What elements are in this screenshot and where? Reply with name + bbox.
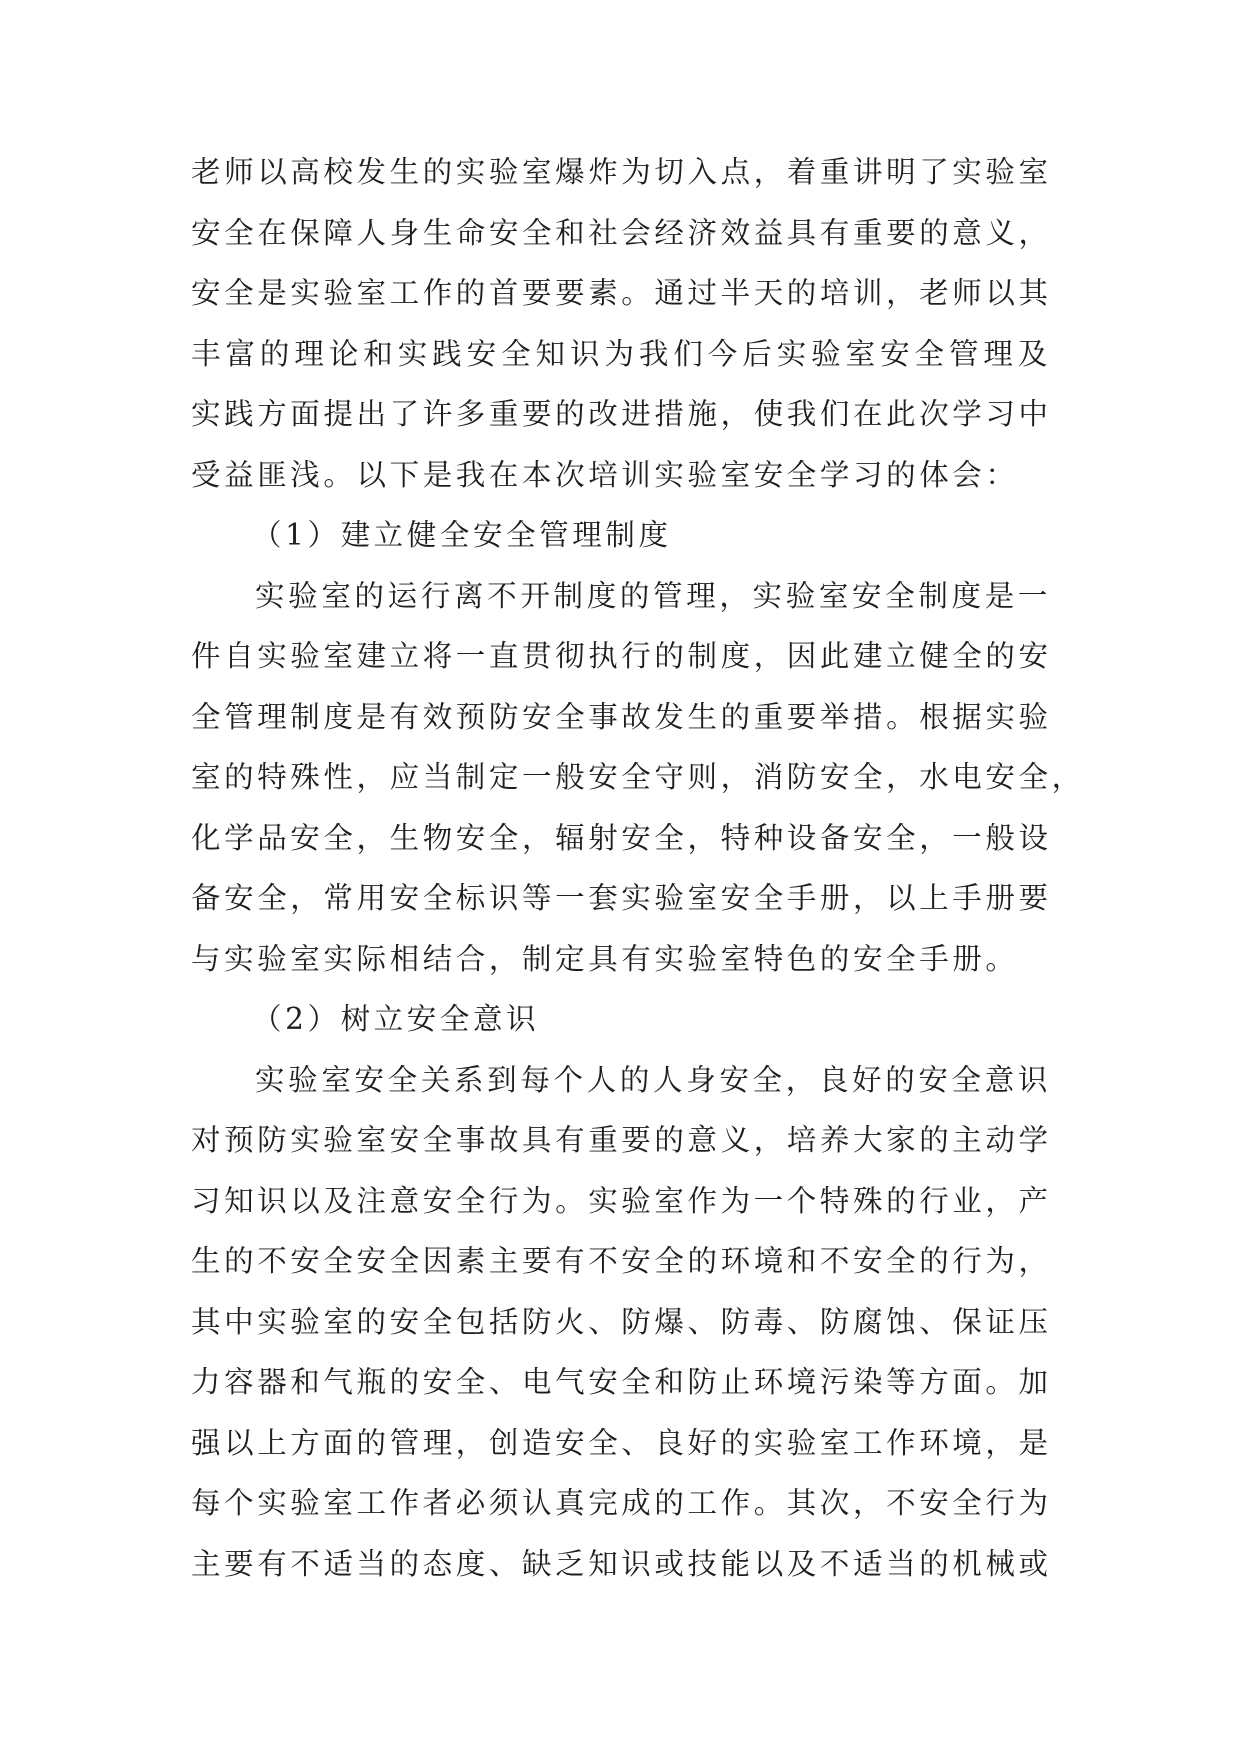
text-line: 对预防实验室安全事故具有重要的意义，培养大家的主动学 <box>191 1123 1052 1157</box>
text-line: 习知识以及注意安全行为。实验室作为一个特殊的行业，产 <box>191 1183 1052 1218</box>
text-line: 安全在保障人身生命安全和社会经济效益具有重要的意义， <box>191 215 1052 250</box>
document-body <box>191 142 1085 1594</box>
text-line: 其中实验室的安全包括防火、防爆、防毒、防腐蚀、保证压 <box>191 1304 1052 1339</box>
text-line: 安全是实验室工作的首要要素。通过半天的培训，老师以其 <box>191 276 1052 310</box>
section-1-paragraph <box>191 566 1085 990</box>
text-line: 全管理制度是有效预防安全事故发生的重要举措。根据实验 <box>191 699 1052 734</box>
text-line: 实践方面提出了许多重要的改进措施，使我们在此次学习中 <box>191 397 1052 431</box>
text-line: 力容器和气瓶的安全、电气安全和防止环境污染等方面。加 <box>191 1365 1052 1399</box>
section-2-paragraph <box>191 1050 1051 1595</box>
text-line: 受益匪浅。以下是我在本次培训实验室安全学习的体会： <box>191 457 1019 492</box>
text-line: 件自实验室建立将一直贯彻执行的制度，因此建立健全的安 <box>191 639 1052 673</box>
intro-paragraph <box>191 142 1051 505</box>
section-heading-1: （1）建立健全安全管理制度 <box>252 518 672 552</box>
text-line: 实验室的运行离不开制度的管理，实验室安全制度是一 <box>255 578 1051 613</box>
text-line: 老师以高校发生的实验室爆炸为切入点，着重讲明了实验室 <box>191 155 1052 189</box>
section-heading-2: （2）树立安全意识 <box>252 1002 540 1036</box>
text-line: 实验室安全关系到每个人的人身安全，良好的安全意识 <box>255 1062 1051 1097</box>
text-line: 室的特殊性，应当制定一般安全守则，消防安全，水电安全， <box>191 760 1085 794</box>
text-line: 丰富的理论和实践安全知识为我们今后实验室安全管理及 <box>191 336 1051 371</box>
text-line: 生的不安全安全因素主要有不安全的环境和不安全的行为， <box>191 1244 1052 1278</box>
text-line: 化学品安全，生物安全，辐射安全，特种设备安全，一般设 <box>191 820 1052 855</box>
text-line: 主要有不适当的态度、缺乏知识或技能以及不适当的机械或 <box>191 1546 1052 1581</box>
text-line: 每个实验室工作者必须认真完成的工作。其次，不安全行为 <box>191 1486 1052 1520</box>
text-line: 与实验室实际相结合，制定具有实验室特色的安全手册。 <box>191 941 1019 976</box>
text-line: 强以上方面的管理，创造安全、良好的实验室工作环境，是 <box>191 1425 1052 1460</box>
text-line: 备安全，常用安全标识等一套实验室安全手册，以上手册要 <box>191 881 1052 915</box>
